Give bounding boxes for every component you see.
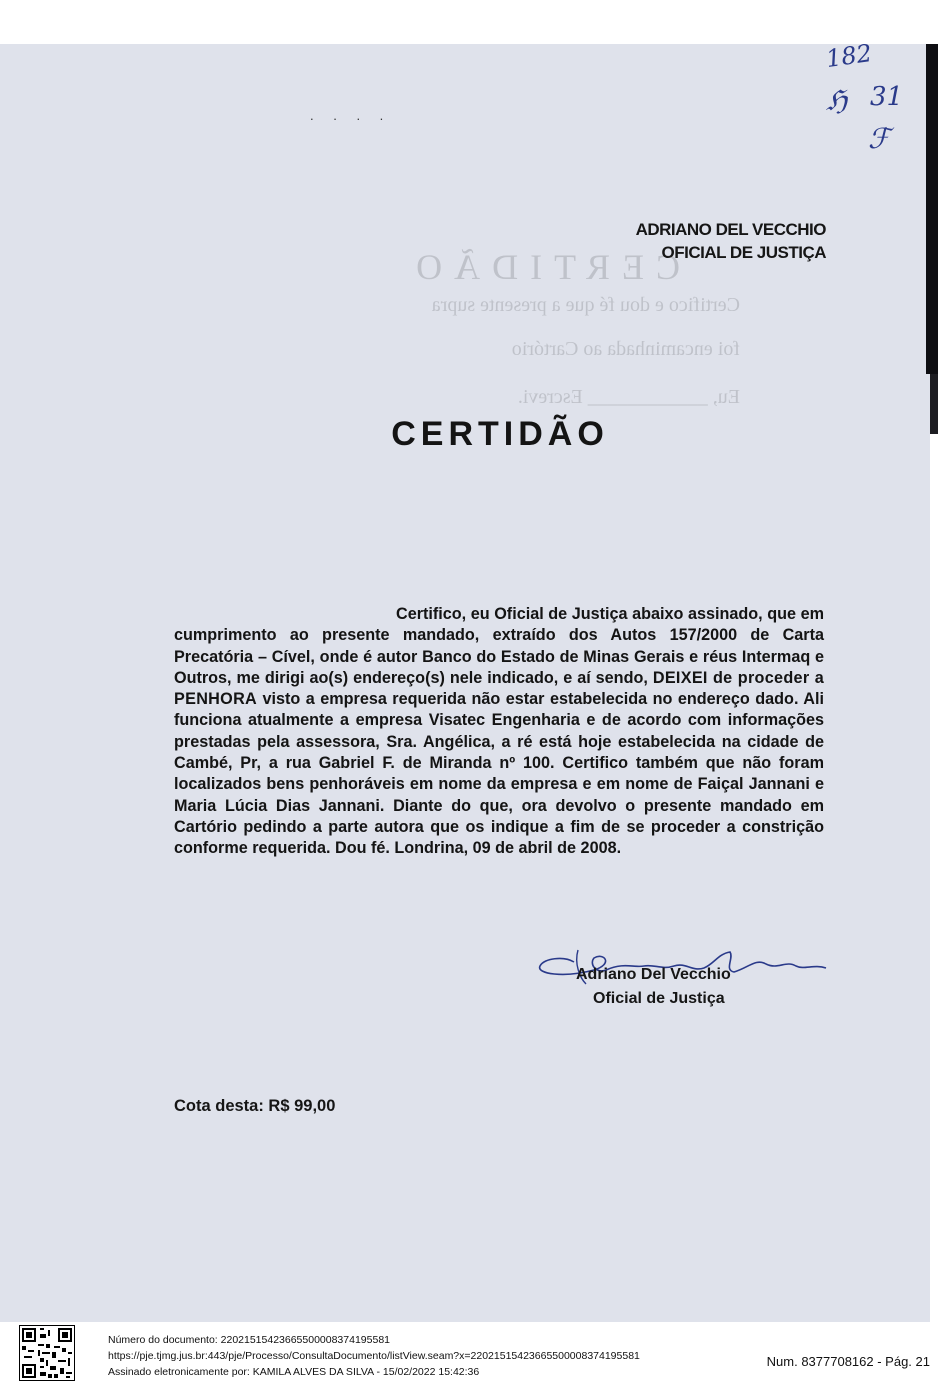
certificate-body: [174, 604, 824, 860]
body-text-start: Certifico, eu Oficial de Justiça abaixo assinado, que em cumprimento ao presente mandado, extraído dos Autos 157/2000 de Carta Precatória – Cível, onde é autor Banco do Estado de Minas Gerais e réus Intermaq e Outros, me dirigi ao(s) endereço(s) nele indicado, e aí sendo,: [174, 605, 824, 687]
punch-dots: . . . .: [310, 108, 392, 123]
handwritten-mark: ℱ: [868, 122, 891, 155]
signatory-role: Oficial de Justiça: [593, 990, 725, 1007]
signatory-name: Adriano Del Vecchio: [576, 966, 731, 983]
handwritten-page-number: 182: [824, 38, 874, 74]
footer-info: [108, 1332, 640, 1380]
footer-signed-by: Assinado eletronicamente por: KAMILA ALVES DA SILVA - 15/02/2022 15:42:36: [108, 1366, 480, 1378]
handwritten-initials: ℌ: [826, 84, 848, 117]
footer-document-number: Número do documento: 22021515423665500008374195581: [108, 1334, 390, 1346]
bleed-through-title: CERTIDÃO: [404, 247, 680, 287]
footer-url: https://pje.tjmg.jus.br:443/pje/Processo/ConsultaDocumento/listView.seam?x=22021515423665500008374195581: [108, 1350, 640, 1362]
bleed-through-line: foi encaminhada ao Cartório: [511, 338, 740, 360]
fee-note: Cota desta: R$ 99,00: [174, 1097, 336, 1115]
qr-code: [20, 1326, 74, 1380]
bleed-through-line: Eu, ____________ Escrevi.: [517, 386, 740, 408]
bleed-through-text: [310, 246, 750, 546]
officer-role: OFICIAL DE JUSTIÇA: [661, 243, 826, 262]
scan-dark-edge: [926, 44, 938, 374]
bleed-through-line: Certifico e dou fé que a presente supra: [431, 294, 740, 316]
footer-page-reference: Num. 8377708162 - Pág. 21: [766, 1354, 930, 1369]
body-text-bold: DEIXEI de proceder a PENHORA: [174, 668, 825, 709]
officer-name: ADRIANO DEL VECCHIO: [635, 220, 826, 239]
handwritten-folio: 31: [870, 82, 904, 112]
body-text-end: visto a empresa requerida não estar estabelecida no endereço dado. Ali funciona atualmente a empresa Visatec Engenharia e de acordo com informações prestadas pela assessora, Sra. Angélica, a ré está hoje estabelecida na cidade de Cambé, Pr, a rua Gabriel F. de Miranda nº 100. Certifico também que não foram localizados bens penhoráveis em nome da empresa e em nome de Faiçal Jannani e Maria Lúcia Dias Jannani. Diante do que, ora devolvo o presente mandado em Cartório pedindo a parte autora que os indique a fim de se proceder a constrição conforme requerida. Dou fé. Londrina, 09 de abril de 2008.: [174, 690, 824, 858]
document-title: CERTIDÃO: [391, 415, 609, 453]
